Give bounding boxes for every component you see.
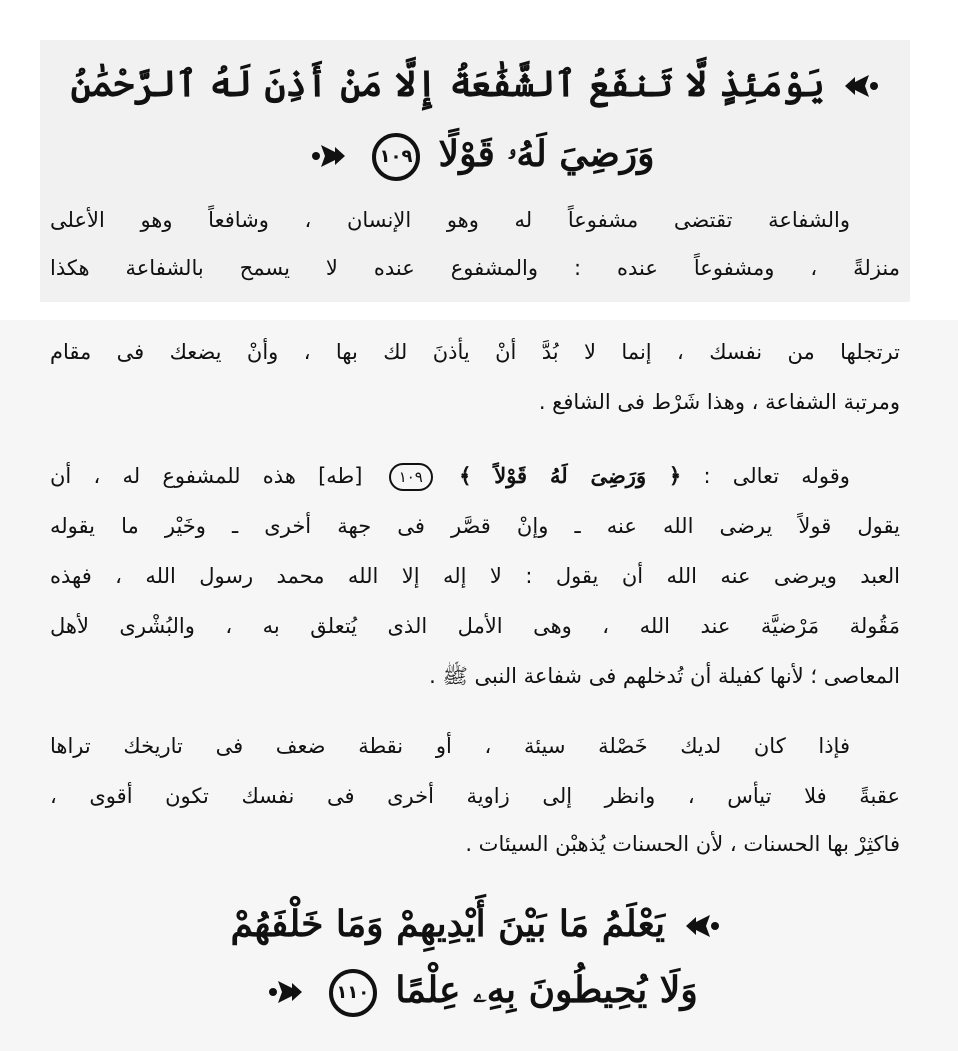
p2-rest: هذه للمشفوع له ، أن [50,464,296,488]
ornamental-bracket-close-icon [309,135,347,179]
p2-intro: وقوله تعالى : [703,464,850,488]
p2-line-4: مَقُولة مَرْضيَّة عند الله ، وهى الأمل الذى يُتعلق به ، والبُشْرى لأهل [50,614,900,638]
p1-line-4: ومرتبة الشفاعة ، وهذا شَرْط فى الشافع . [538,390,900,414]
verse-bottom-line-1 [0,902,958,949]
verse-bottom-line-2 [0,968,958,1017]
p2-quote: ﴿ وَرَضِىَ لَهُ قَوْلاً ﴾ [459,463,682,488]
ornamental-bracket-open-icon [684,905,722,949]
p2-line-5: المعاصى ؛ لأنها كفيلة أن تُدخلهم فى شفاعة النبى ﷺ . [429,664,900,688]
p2-ref: [طه] [318,464,363,488]
p1-line-3: ترتجلها من نفسك ، إنما لا بُدَّ أنْ يأذنَ لك بها ، وأنْ يضعك فى مقام [50,340,900,364]
p1-line-2: منزلةً ، ومشفوعاً عنده : والمشفوع عنده لا يسمح بالشفاعة هكذا [50,256,900,280]
ayah-number-medallion: ١١٠ [329,969,377,1017]
verse-top-text-1: يَوْمَئِذٍ لَّا تَنفَعُ ٱلشَّفَٰعَةُ إِلَّا مَنْ أَذِنَ لَهُ ٱلرَّحْمَٰنُ [70,63,825,105]
verse-top-line-2 [0,132,958,181]
ornamental-bracket-open-icon [843,65,881,109]
verse-top-line-1 [0,62,958,109]
ornamental-bracket-close-icon [266,971,304,1015]
verse-top-text-2: وَرَضِيَ لَهُۥ قَوْلًا [438,133,655,175]
verse-bottom-text-1: يَعْلَمُ مَا بَيْنَ أَيْدِيهِمْ وَمَا خَلْفَهُمْ [230,903,665,945]
p3-line-2: عقبةً فلا تيأس ، وانظر إلى زاوية أخرى فى نفسك تكون أقوى ، [50,784,900,808]
p3-line-3: فاكثِرْ بها الحسنات ، لأن الحسنات يُذهبْن السيئات . [465,832,900,856]
p2-quote-number: ١٠٩ [389,463,433,491]
p1-line-1: والشفاعة تقتضى مشفوعاً له وهو الإنسان ، وشافعاً وهو الأعلى [50,208,850,232]
verse-bottom-text-2: وَلَا يُحِيطُونَ بِهِۦ عِلْمًا [395,969,698,1011]
ayah-number-medallion: ١٠٩ [372,133,420,181]
p2-line-1 [50,462,850,491]
p2-line-2: يقول قولاً يرضى الله عنه ـ وإنْ قصَّر فى جهة أخرى ـ وخَيْر ما يقوله [50,514,900,538]
p3-line-1: فإذا كان لديك خَصْلة سيئة ، أو نقطة ضعف فى تاريخك تراها [50,734,850,758]
p2-line-3: العبد ويرضى عنه الله أن يقول : لا إله إلا الله محمد رسول الله ، فهذه [50,564,900,588]
